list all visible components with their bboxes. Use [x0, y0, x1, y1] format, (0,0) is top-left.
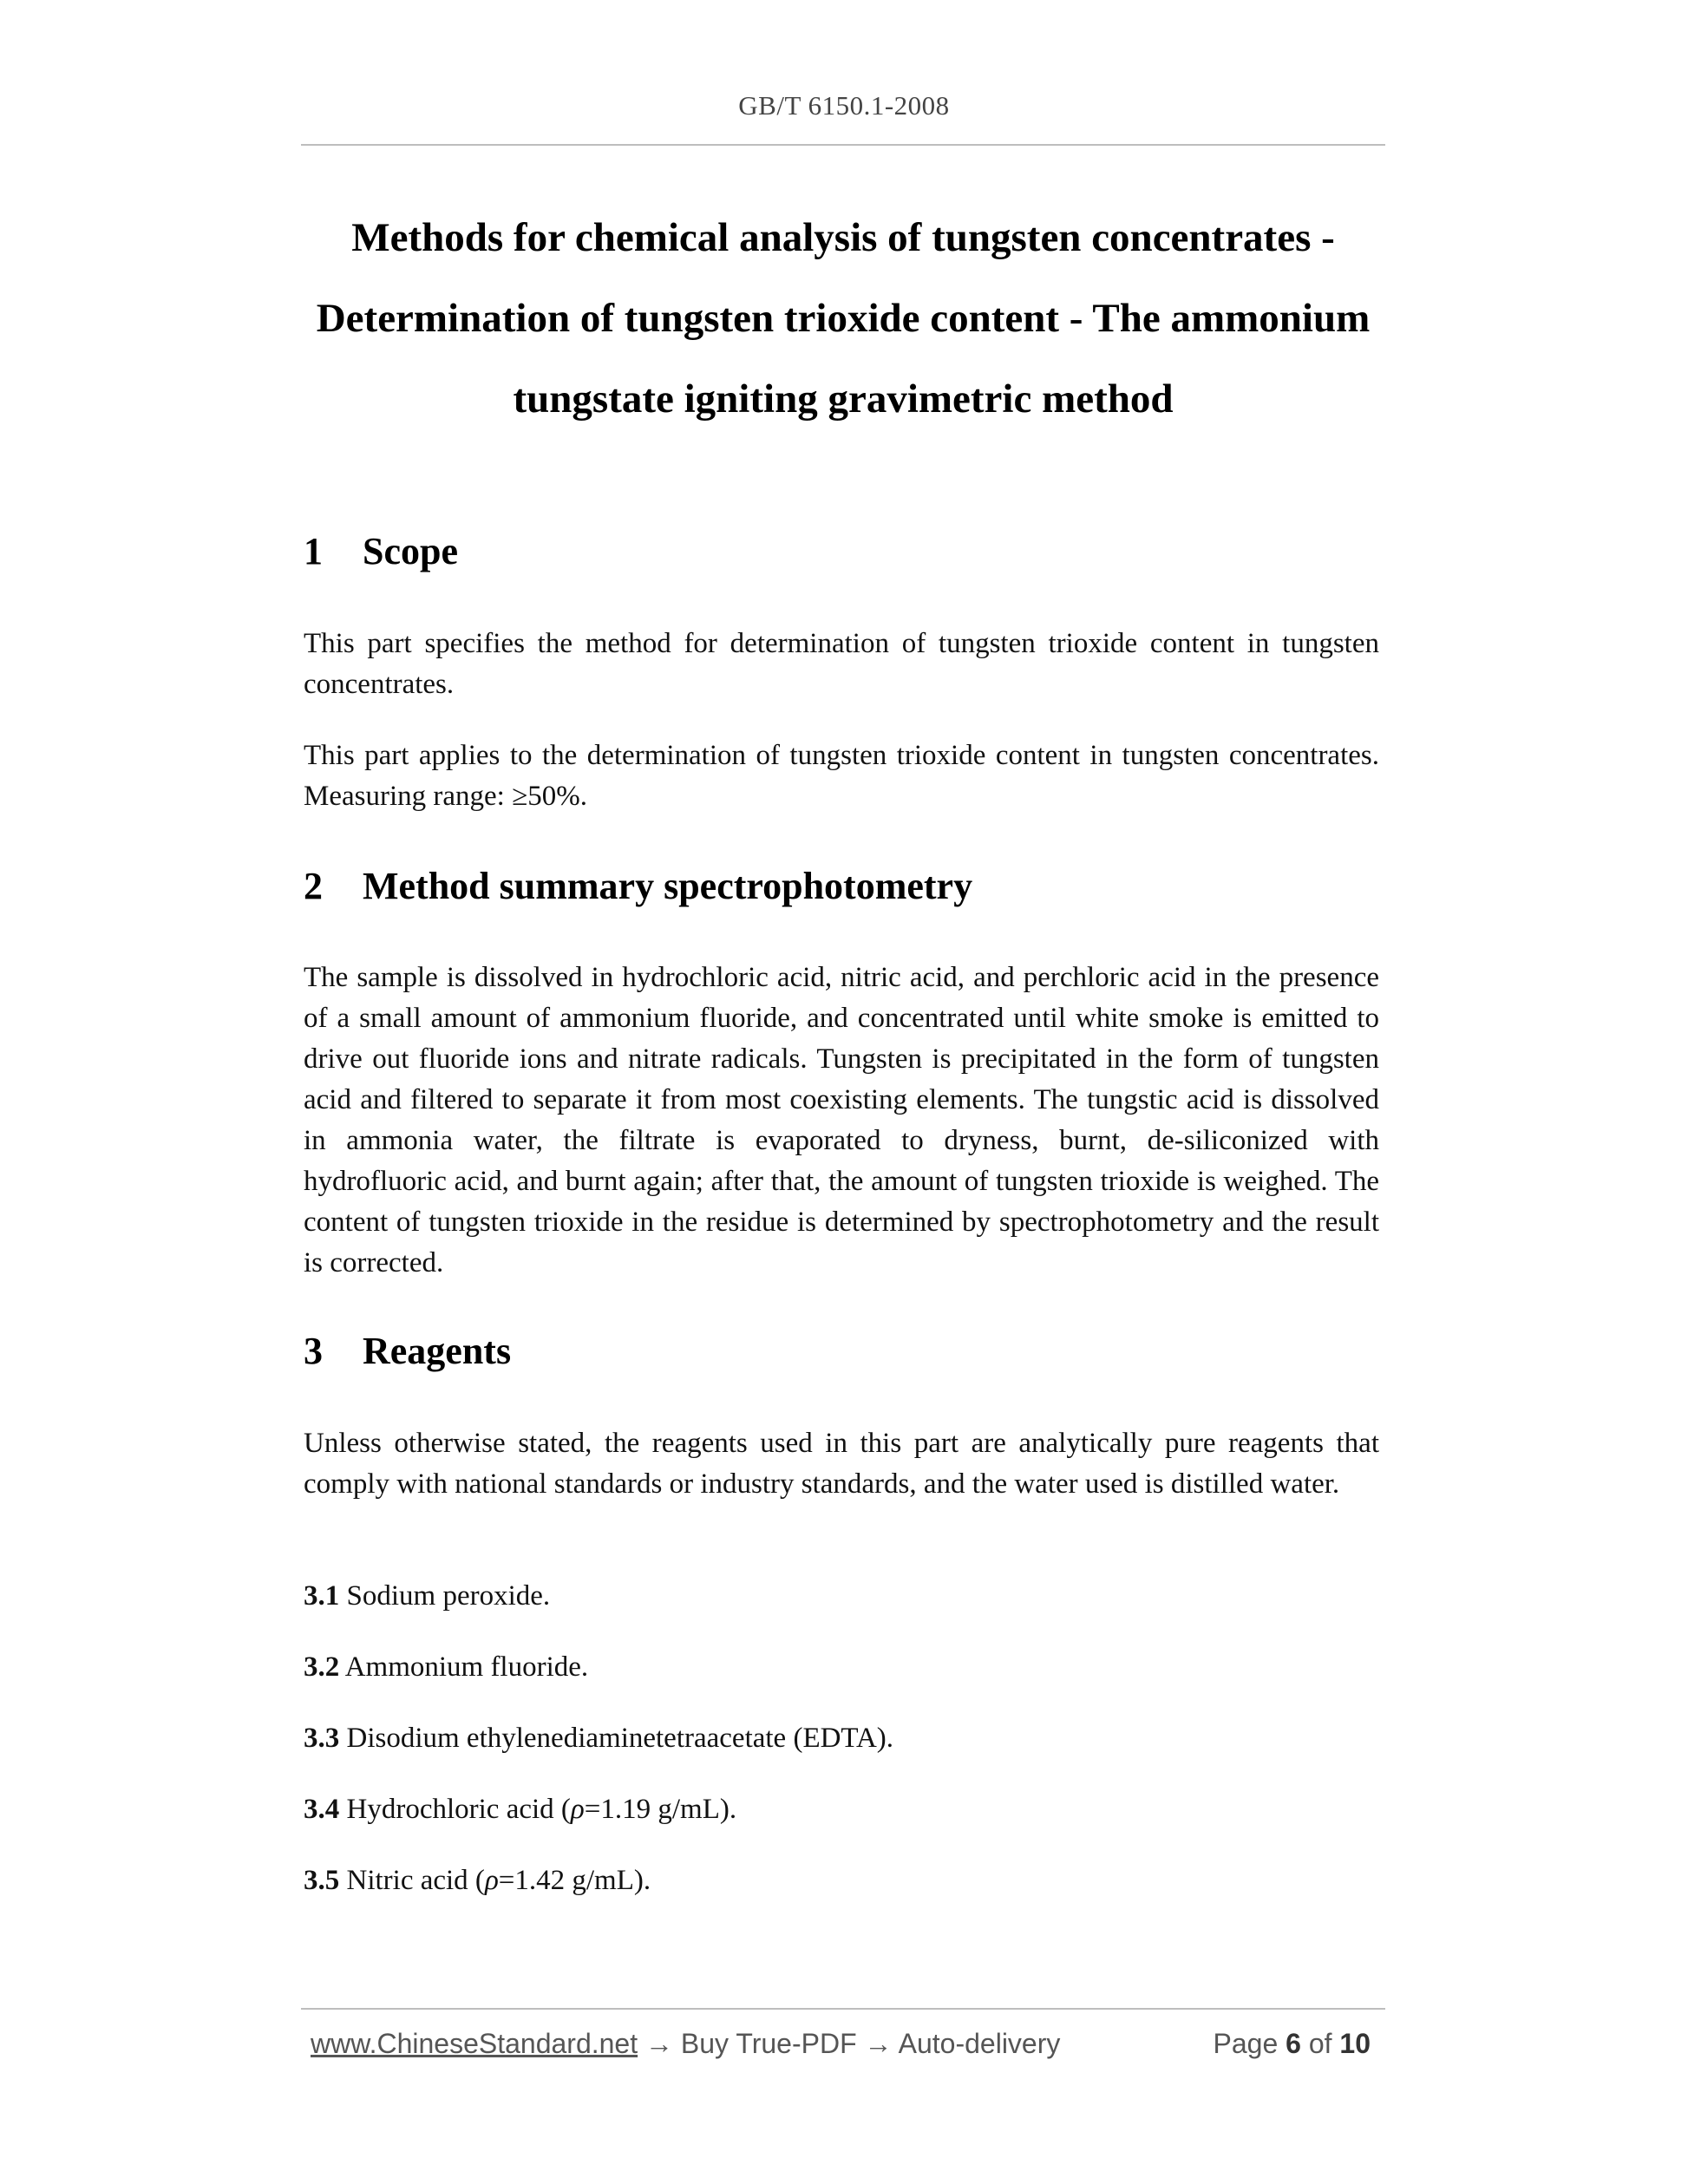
section-number: 3: [304, 1330, 323, 1372]
reagent-number: 3.2: [304, 1651, 340, 1683]
reagent-number: 3.1: [304, 1580, 340, 1612]
buy-text: Buy True-PDF: [680, 2028, 857, 2059]
reagent-number: 3.4: [304, 1794, 340, 1825]
document-title: [295, 198, 1391, 440]
reagent-text: Sodium peroxide.: [346, 1580, 551, 1612]
reagent-item: [304, 1647, 1379, 1688]
scope-paragraph-1: This part specifies the method for determination of tungsten trioxide content in tungsten concentrates.: [304, 628, 1379, 700]
reagent-text: Hydrochloric acid (ρ=1.19 g/mL).: [346, 1794, 737, 1825]
page-total: 10: [1339, 2028, 1371, 2059]
section-heading-scope: [304, 529, 458, 573]
footer-divider: [301, 2008, 1385, 2010]
reagent-text: Ammonium fluoride.: [344, 1651, 589, 1683]
header-divider: [301, 144, 1385, 146]
page-footer: [311, 2028, 1379, 2060]
reagent-item: [304, 1860, 1379, 1901]
reagent-item: [304, 1789, 1379, 1830]
scope-paragraph-2: This part applies to the determination of tungsten trioxide content in tungsten concentrates. Measuring range: ≥50%.: [304, 740, 1379, 812]
reagent-number: 3.5: [304, 1865, 340, 1896]
reagent-text: Nitric acid (ρ=1.42 g/mL).: [346, 1865, 651, 1896]
page-of: of: [1308, 2028, 1332, 2059]
reagent-item: [304, 1718, 1379, 1759]
title-line-2: Determination of tungsten trioxide content - The ammonium: [316, 296, 1371, 341]
delivery-text: Auto-delivery: [898, 2028, 1061, 2059]
title-line-3: tungstate igniting gravimetric method: [513, 376, 1174, 422]
standard-code-header: GB/T 6150.1-2008: [738, 90, 950, 121]
section-title: Scope: [363, 530, 458, 572]
page-indicator: [1214, 2028, 1371, 2060]
density-symbol: ρ: [570, 1794, 585, 1825]
section-number: 1: [304, 530, 323, 572]
method-paragraph: The sample is dissolved in hydrochloric acid, nitric acid, and perchloric acid in the presence of a small amount of ammonium fluoride, and concentrated until white smoke is emitted to drive out fluoride ions and nitrate radicals. Tungsten is precipitated in the form of tungsten acid and filtered to separate it from most coexisting elements. The tungstic acid is dissolved in ammonia water, the filtrate is evaporated to dryness, burnt, de-siliconized with hydrofluoric acid, and burnt again; after that, the amount of tungsten trioxide is weighed. The content of tungsten trioxide in the residue is determined by spectrophotometry and the result is corrected.: [304, 962, 1379, 1278]
title-line-1: Methods for chemical analysis of tungsten concentrates -: [351, 215, 1335, 260]
reagent-text: Disodium ethylenediaminetetraacetate (EDTA).: [346, 1723, 894, 1754]
arrow-right-icon: →: [864, 2028, 893, 2059]
page-label: Page: [1213, 2028, 1279, 2059]
arrow-right-icon: →: [645, 2028, 673, 2059]
page-current: 6: [1286, 2028, 1301, 2059]
section-title: Reagents: [363, 1330, 512, 1372]
reagent-item: [304, 1576, 1379, 1617]
section-number: 2: [304, 865, 323, 907]
density-symbol: ρ: [484, 1865, 499, 1896]
reagents-paragraph: Unless otherwise stated, the reagents used in this part are analytically pure reagents that comply with national standards or industry standards, and the water used is distilled water.: [304, 1428, 1379, 1500]
section-heading-reagents: [304, 1329, 511, 1373]
section-heading-method: [304, 864, 972, 908]
section-title: Method summary spectrophotometry: [363, 865, 973, 907]
reagent-number: 3.3: [304, 1723, 340, 1754]
site-link[interactable]: www.ChineseStandard.net: [311, 2028, 638, 2059]
